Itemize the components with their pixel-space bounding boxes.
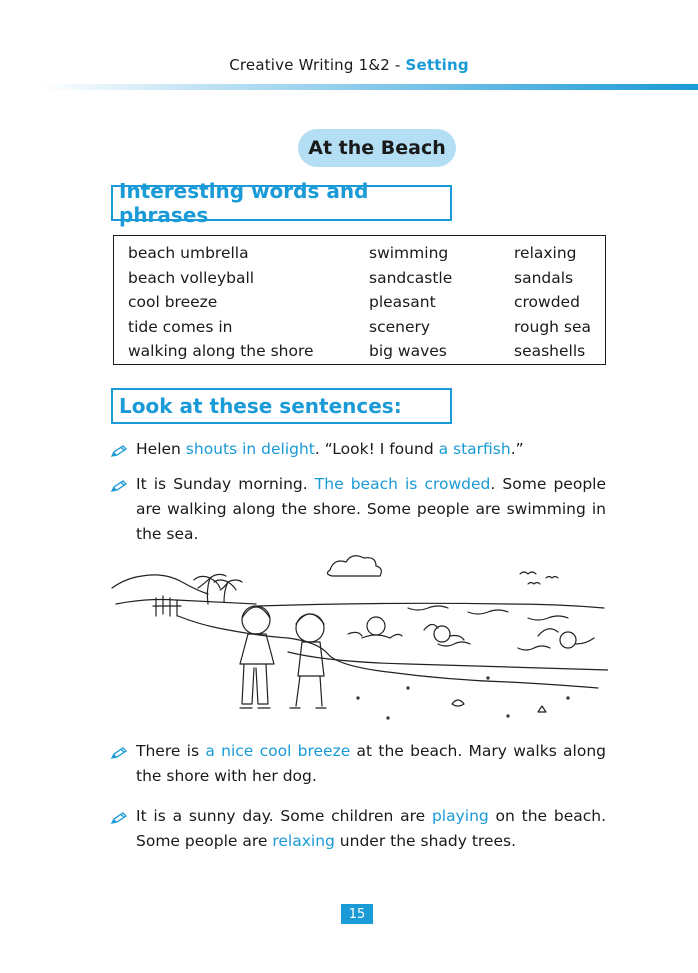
word-column-2 <box>369 241 452 364</box>
header-topic: Setting <box>405 56 469 74</box>
word-item: crowded <box>514 293 580 311</box>
book-title: Creative Writing 1&2 - <box>229 56 401 74</box>
sentence-text: under the shady trees. <box>334 832 517 850</box>
word-item: rough sea <box>514 317 592 336</box>
word-item: seashells <box>514 342 586 360</box>
beach-scene-illustration <box>108 548 608 730</box>
word-item: big waves <box>369 342 447 360</box>
pencil-bullet-icon <box>110 444 128 458</box>
sentence-3 <box>136 739 606 789</box>
page-header <box>0 56 698 74</box>
word-item: sandcastle <box>369 268 453 287</box>
word-item: cool breeze <box>128 293 218 311</box>
sentence-text: Helen <box>136 440 186 458</box>
highlight-phrase: playing <box>431 807 489 825</box>
sentence-text: It is Sunday morning. <box>136 475 315 493</box>
header-gradient-bar <box>40 84 698 90</box>
word-item: beach volleyball <box>128 268 255 287</box>
word-item: relaxing <box>514 244 577 262</box>
word-column-1 <box>128 241 314 364</box>
word-table <box>113 235 606 365</box>
word-item: swimming <box>369 244 449 262</box>
sentence-text: on the beach. Some people are <box>136 807 607 850</box>
sentence-text: There is <box>136 742 206 760</box>
highlight-phrase: The beach is crowded <box>314 475 491 493</box>
sentence-2 <box>136 472 606 547</box>
word-item: pleasant <box>369 293 436 311</box>
sentence-text: It is a sunny day. Some children are <box>136 807 432 825</box>
pencil-bullet-icon <box>110 479 128 493</box>
highlight-phrase: a starfish <box>438 440 511 458</box>
word-item: walking along the shore <box>128 342 314 360</box>
sentence-1 <box>136 437 606 462</box>
sentences-section-heading: Look at these sentences: <box>111 388 452 424</box>
pencil-bullet-icon <box>110 811 128 825</box>
sentence-text: at the beach. Mary walks along the shore with her dog. <box>136 742 606 785</box>
word-item: tide comes in <box>128 317 233 336</box>
words-section-heading: Interesting words and phrases <box>111 185 452 221</box>
highlight-phrase: a nice cool breeze <box>205 742 351 760</box>
word-item: sandals <box>514 268 574 287</box>
word-column-3 <box>514 241 591 364</box>
highlight-phrase: shouts in delight <box>185 440 315 458</box>
sentence-text: .” <box>510 440 524 458</box>
sentence-text: . Some people are walking along the shore. Some people are swimming in the sea. <box>136 475 607 543</box>
word-item: beach umbrella <box>128 244 249 262</box>
word-item: scenery <box>369 317 431 336</box>
page-title: At the Beach <box>298 129 456 167</box>
sentence-text: . “Look! I found <box>314 440 439 458</box>
pencil-bullet-icon <box>110 746 128 760</box>
sentence-4 <box>136 804 606 854</box>
highlight-phrase: relaxing <box>272 832 335 850</box>
page-number: 15 <box>341 904 373 924</box>
